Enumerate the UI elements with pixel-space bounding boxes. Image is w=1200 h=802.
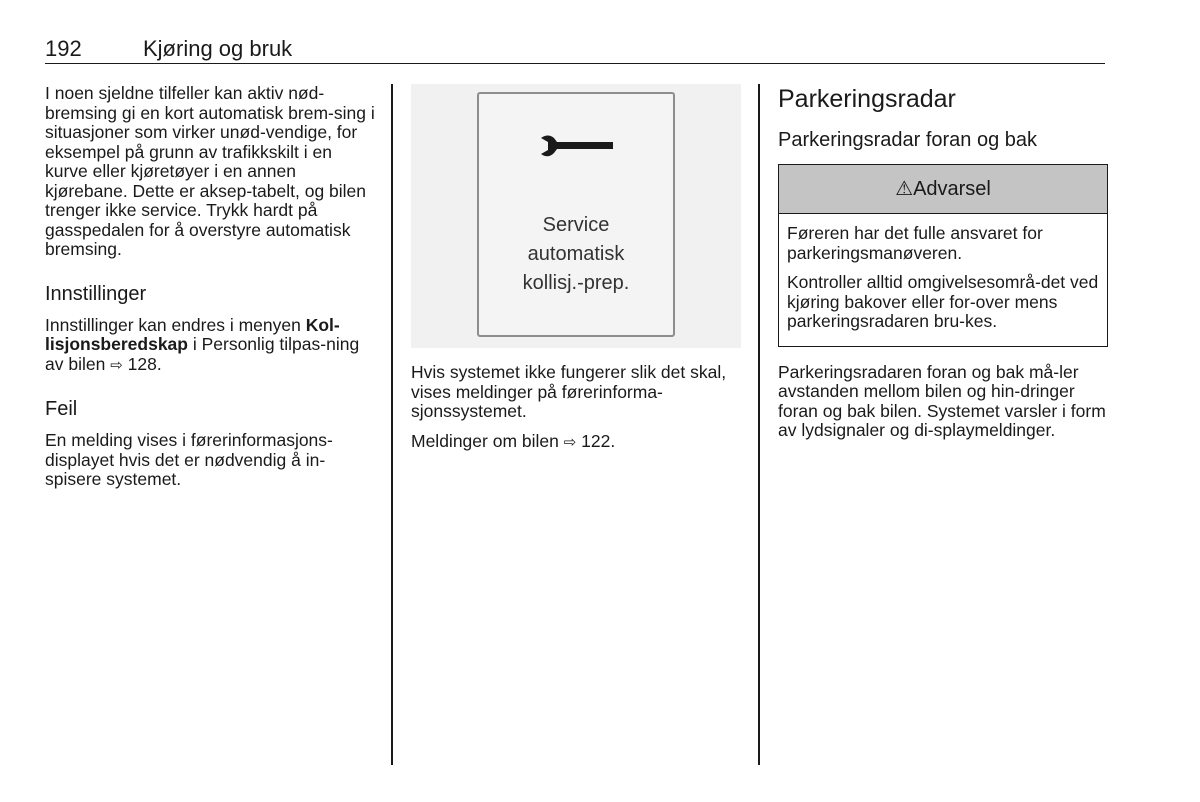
menu-name: Kol-lisjonsberedskap xyxy=(45,314,340,354)
column-right xyxy=(778,84,1108,451)
page-number: 192 xyxy=(45,36,82,61)
messages-paragraph: Meldinger om bilen ⇨ 122. xyxy=(411,430,616,451)
page-reference: 122. xyxy=(576,430,616,451)
reference-arrow-icon: ⇨ xyxy=(110,355,123,374)
display-illustration xyxy=(411,84,741,348)
wrench-icon xyxy=(539,134,615,158)
column-divider xyxy=(391,84,393,765)
parking-radar-paragraph: Parkeringsradaren foran og bak må-ler avstanden mellom bilen og hin-dringer foran og bak bilen. Systemet varsler i form av lydsignaler og di-splaymeldinger. xyxy=(778,361,1106,440)
display-message: Service automatisk kollisj.-prep. xyxy=(522,214,630,294)
intro-paragraph: I noen sjeldne tilfeller kan aktiv nød-bremsing gi en kort automatisk brem-sing i situasjoner som virker unød-vendige, for eksempel på grunn av trafikkskilt i en kurve eller kjøretøyer i en annen kjørebane. Dette er aksep-tabelt, og bilen trenger ikke service. Trykk hardt på gasspedalen for å overstyre automatisk bremsing. xyxy=(45,83,375,259)
column-left xyxy=(45,84,375,500)
page-reference: 128. xyxy=(122,353,162,374)
warning-body xyxy=(779,214,1107,346)
display-screen xyxy=(477,92,675,337)
warning-box xyxy=(778,164,1108,347)
malfunction-paragraph: Hvis systemet ikke fungerer slik det skal, vises meldinger på førerinforma-sjonssystemet. xyxy=(411,362,727,421)
page-header xyxy=(45,33,1105,64)
column-divider xyxy=(758,84,760,765)
settings-heading: Innstillinger xyxy=(45,282,147,305)
warning-header xyxy=(779,165,1107,214)
warning-triangle-icon: ⚠ xyxy=(895,178,914,200)
reference-arrow-icon: ⇨ xyxy=(563,432,577,451)
settings-paragraph: Innstillinger kan endres i menyen Kol-lisjonsberedskap i Personlig tilpas-ning av bilen ⇨ 128. xyxy=(45,314,360,374)
warning-text: Kontroller alltid omgivelsesområ-det ved kjøring bakover eller for-over mens parkeringsradaren bru-kes. xyxy=(787,272,1099,331)
fault-paragraph: En melding vises i førerinformasjons-displayet hvis det er nødvendig å in-spisere systemet. xyxy=(45,430,333,489)
chapter-title: Kjøring og bruk xyxy=(143,36,293,61)
column-middle xyxy=(411,84,746,462)
warning-title: Advarsel xyxy=(913,178,991,200)
section-heading: Parkeringsradar xyxy=(778,85,956,113)
subsection-heading: Parkeringsradar foran og bak xyxy=(778,129,1038,151)
warning-text: Føreren har det fulle ansvaret for parkeringsmanøveren. xyxy=(787,223,1043,263)
fault-heading: Feil xyxy=(45,398,78,420)
